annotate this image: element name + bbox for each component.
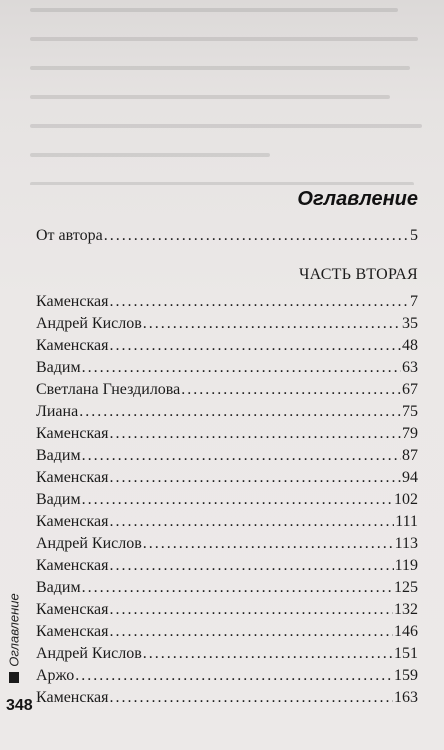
toc-entry-label: Каменская [36, 601, 109, 618]
page-number: 348 [6, 697, 33, 714]
leader-dots [109, 336, 401, 356]
toc-entry-page: 151 [394, 645, 418, 662]
toc-entry-page: 113 [394, 535, 418, 552]
toc-entry-label: Вадим [36, 359, 81, 376]
leader-dots [79, 402, 401, 422]
toc-entry-label: Андрей Кислов [36, 315, 142, 332]
toc-entry-label: Каменская [36, 469, 109, 486]
toc-title: Оглавление [297, 188, 418, 210]
toc-entry-page: 75 [402, 403, 418, 420]
toc-entry[interactable] [36, 532, 418, 554]
toc-entry-label: Каменская [36, 513, 109, 530]
toc-entry-label: Светлана Гнездилова [36, 381, 181, 398]
toc-entry[interactable] [36, 290, 418, 312]
toc-entry[interactable] [36, 664, 418, 686]
bleed-through-text [30, 0, 430, 185]
leader-dots [82, 490, 393, 510]
toc-entry[interactable] [36, 334, 418, 356]
leader-dots [82, 446, 401, 466]
toc-entry-page: 63 [402, 359, 418, 376]
leader-dots [109, 622, 393, 642]
toc-entry-page: 119 [394, 557, 418, 574]
leader-dots [109, 688, 393, 708]
part-heading: ЧАСТЬ ВТОРАЯ [298, 266, 418, 283]
leader-dots [109, 292, 409, 312]
toc-entry-page: 132 [394, 601, 418, 618]
toc-entry-label: Каменская [36, 623, 109, 640]
toc-entry-page: 5 [410, 227, 418, 244]
toc-entry-label: Вадим [36, 447, 81, 464]
leader-dots [181, 380, 401, 400]
toc-entry-page: 111 [395, 513, 418, 530]
toc-entry-page: 35 [402, 315, 418, 332]
leader-dots [109, 556, 393, 576]
toc-entry[interactable] [36, 466, 418, 488]
toc-entry[interactable] [36, 620, 418, 642]
toc-entry-page: 94 [402, 469, 418, 486]
toc-entry-page: 79 [402, 425, 418, 442]
toc-entry-label: Каменская [36, 689, 109, 706]
leader-dots [143, 534, 394, 554]
toc-entry-page: 87 [402, 447, 418, 464]
leader-dots [143, 314, 401, 334]
toc-entry-label: От автора [36, 227, 103, 244]
toc-entry-page: 48 [402, 337, 418, 354]
leader-dots [75, 666, 393, 686]
toc-entry-page: 7 [410, 293, 418, 310]
toc-entry-page: 163 [394, 689, 418, 706]
section-marker [9, 672, 19, 683]
toc-entry-label: Андрей Кислов [36, 645, 142, 662]
toc-entry[interactable] [36, 554, 418, 576]
toc-entry-page: 67 [402, 381, 418, 398]
toc-entry[interactable] [36, 312, 418, 334]
toc-entry-label: Вадим [36, 579, 81, 596]
running-title [0, 590, 28, 670]
toc-entry[interactable] [36, 422, 418, 444]
leader-dots [109, 512, 394, 532]
toc-entry-label: Каменская [36, 425, 109, 442]
toc-entry-label: Вадим [36, 491, 81, 508]
toc-entry-label: Каменская [36, 337, 109, 354]
toc-entry[interactable] [36, 488, 418, 510]
leader-dots [82, 578, 393, 598]
leader-dots [82, 358, 401, 378]
toc-entry-page: 102 [394, 491, 418, 508]
leader-dots [109, 468, 401, 488]
leader-dots [143, 644, 393, 664]
toc-entry[interactable] [36, 444, 418, 466]
toc-entry-page: 125 [394, 579, 418, 596]
toc-entry-label: Аржо [36, 667, 75, 684]
toc-entry-page: 159 [394, 667, 418, 684]
leader-dots [104, 226, 409, 246]
toc-entry[interactable] [36, 510, 418, 532]
toc-entry-label: Андрей Кислов [36, 535, 142, 552]
running-title-text: Оглавление [6, 593, 22, 667]
leader-dots [109, 424, 401, 444]
toc-intro-row[interactable] [36, 224, 418, 246]
toc-entry[interactable] [36, 598, 418, 620]
toc-entry[interactable] [36, 576, 418, 598]
toc-entry-label: Каменская [36, 557, 109, 574]
toc-entry-label: Каменская [36, 293, 109, 310]
toc-entry[interactable] [36, 356, 418, 378]
toc-entry-label: Лиана [36, 403, 79, 420]
toc-entry[interactable] [36, 686, 418, 708]
leader-dots [109, 600, 393, 620]
toc-entry[interactable] [36, 642, 418, 664]
toc-entry[interactable] [36, 378, 418, 400]
toc-entry[interactable] [36, 400, 418, 422]
toc-entry-page: 146 [394, 623, 418, 640]
